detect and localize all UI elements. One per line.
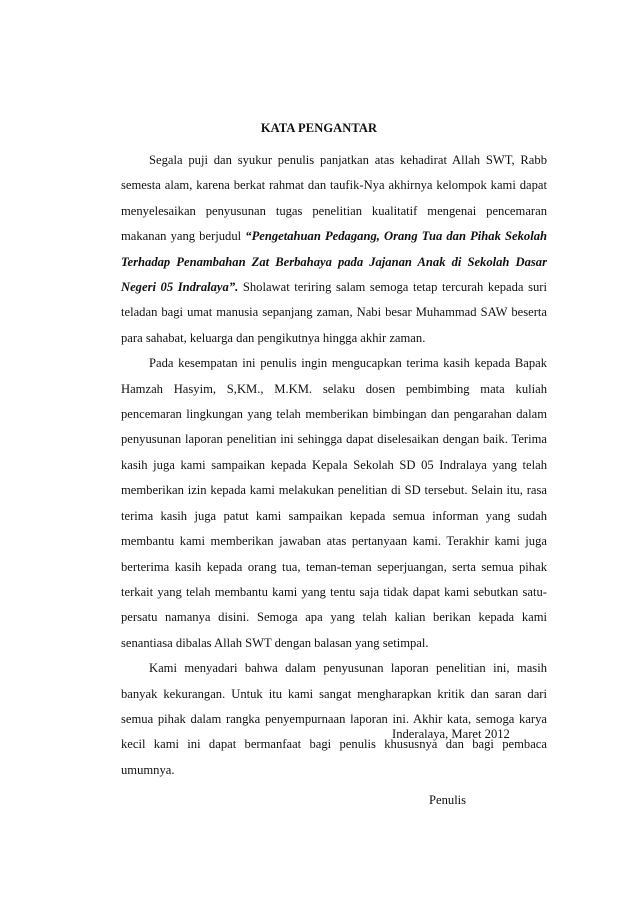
paragraph-closing: Kami menyadari bahwa dalam penyusunan laporan penelitian ini, masih banyak kekurangan. Untuk itu kami sangat mengharapkan kritik dan saran dari semua pihak dalam rangka penyempurnaan laporan ini. Akhir kata, semoga karya kecil kami ini dapat bermanfaat bagi penulis khususnya dan bagi pembaca umumnya. <box>121 661 547 777</box>
research-title: “Pengetahuan Pedagang, Orang Tua dan Pihak Sekolah Terhadap Penambahan Zat Berbahaya pada Jajanan Anak di Sekolah Dasar Negeri 05 Indralaya”. <box>121 229 547 295</box>
author-signature: Penulis <box>429 793 467 807</box>
paragraph-opening <box>121 148 547 351</box>
paragraph-acknowledgements: Pada kesempatan ini penulis ingin mengucapkan terima kasih kepada Bapak Hamzah Hasyim, S,KM., M.KM. selaku dosen pembimbing mata kuliah pencemaran lingkungan yang telah memberikan bimbingan dan pengarahan dalam penyusunan laporan penelitian ini sehingga dapat diselesaikan dengan baik. Terima kasih juga kami sampaikan kepada Kepala Sekolah SD 05 Indralaya yang telah memberikan izin kepada kami melakukan penelitian di SD tersebut. Selain itu, rasa terima kasih juga patut kami sampaikan kepada semua informan yang sudah membantu kami memberikan jawaban atas pertanyaan kami. Terakhir kami juga berterima kasih kepada orang tua, teman-teman seperjuangan, serta semua pihak terkait yang telah membantu kami yang tentu saja tidak dapat kami sebutkan satu-persatu namanya disini. Semoga apa yang telah kalian berikan kepada kami senantiasa dibalas Allah SWT dengan balasan yang setimpal. <box>121 356 547 650</box>
paragraph-opening-text: Segala puji dan syukur penulis panjatkan atas kehadirat Allah SWT, Rabb semesta alam, karena berkat rahmat dan taufik-Nya akhirnya kelompok kami dapat menyelesaikan penyusunan tugas penelitian kualitatif mengenai pencemaran makanan yang berjudul <box>121 153 547 244</box>
body-text <box>121 148 547 783</box>
place-date: Inderalaya, Maret 2012 <box>392 727 510 741</box>
paragraph-opening-continuation: Sholawat teriring salam semoga tetap tercurah kepada suri teladan bagi umat manusia sepanjang zaman, Nabi besar Muhammad SAW beserta para sahabat, keluarga dan pengikutnya hingga akhir zaman. <box>121 280 547 345</box>
page-title: KATA PENGANTAR <box>260 121 378 135</box>
